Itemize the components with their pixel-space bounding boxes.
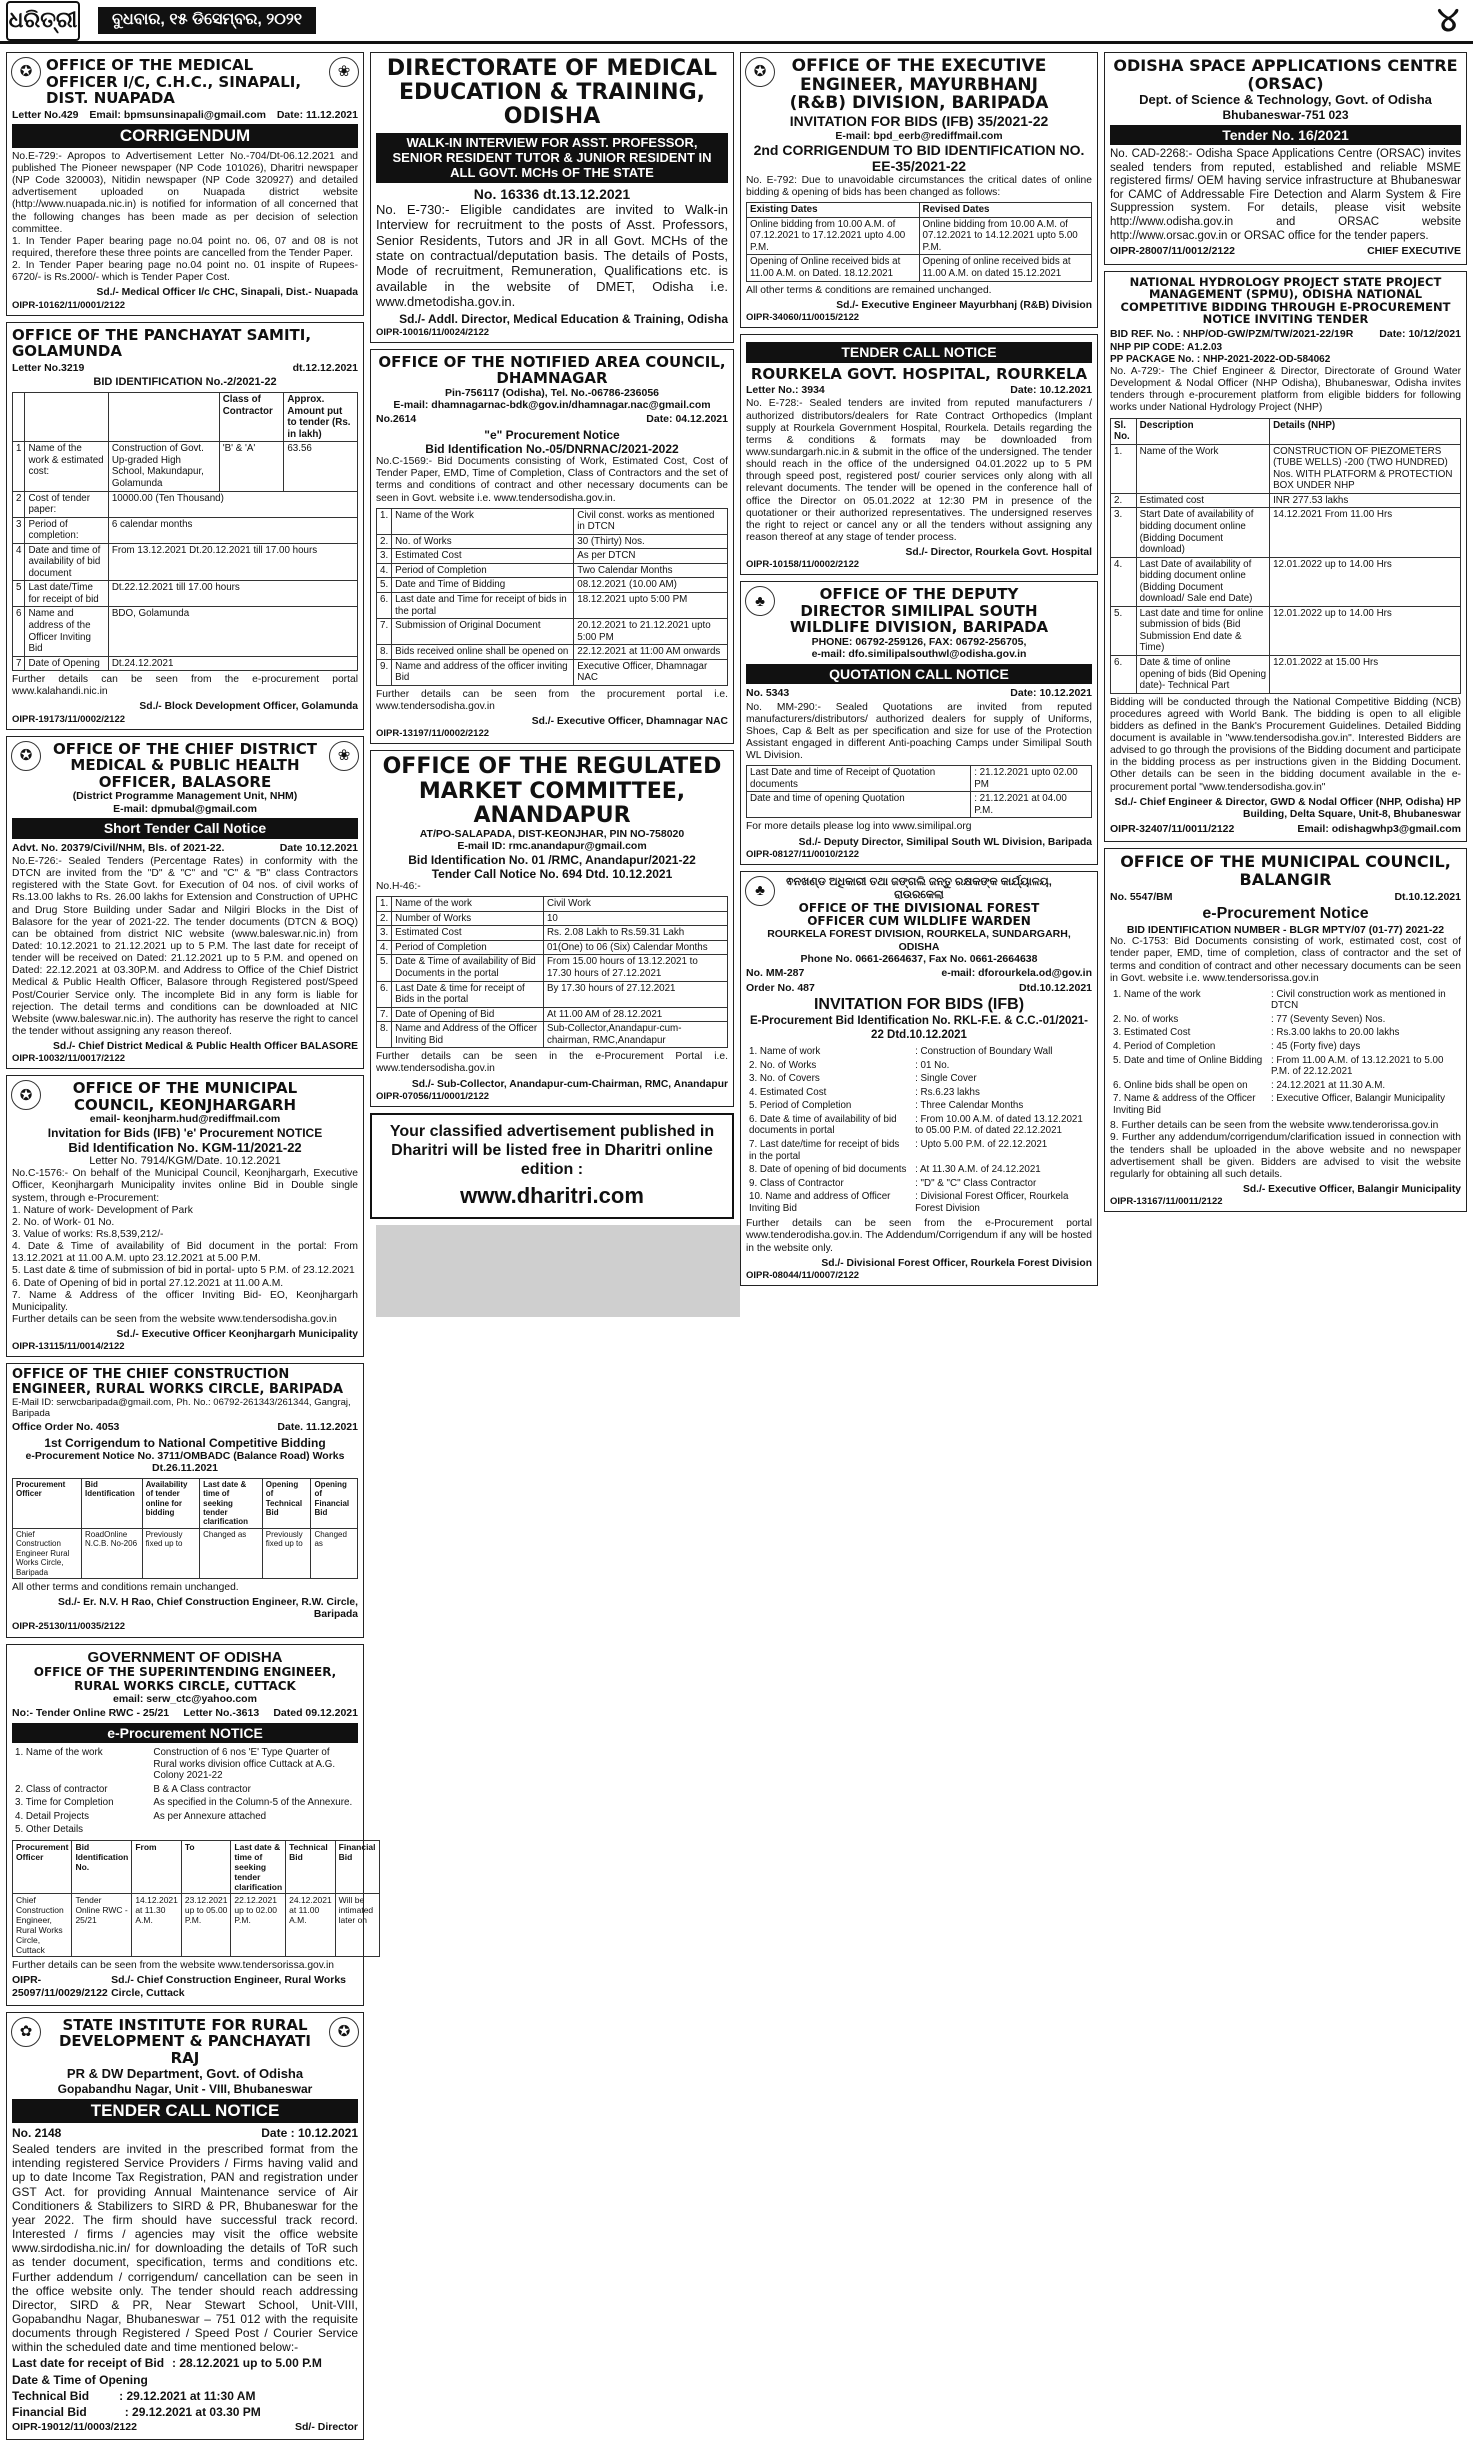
headline: e-Procurement Notice — [1202, 904, 1369, 922]
sird-logo-icon: ✿ — [11, 2017, 41, 2047]
date: dt.12.12.2021 — [292, 361, 358, 374]
list-item: 1. Nature of work- Development of Park — [12, 1204, 193, 1216]
oipr-code: OIPR-13167/11/0011/2122 — [1110, 1196, 1223, 1208]
ad-title: OFFICE OF THE EXECUTIVE ENGINEER, MAYURBHANJ (R&B) DIVISION, BARIPADA — [789, 56, 1049, 114]
ad-body: No. E-792: Due to unavoidable circumstances the critical dates of online bidding & opening of bids has been changed as follows: — [746, 174, 1092, 199]
ad-title: OFFICE OF THE DEPUTY DIRECTOR SIMILIPAL SOUTH WILDLIFE DIVISION, BARIPADA — [789, 585, 1049, 637]
column-3 — [740, 52, 1098, 2436]
signature: Sd./- Chief Construction Engineer, Rural Works Circle, Cuttack — [111, 1974, 346, 1999]
table-row: 2. No. of Works : 01 No. — [749, 1059, 950, 1071]
ad-body: No.C-1569:- Bid Documents consisting of Work, Estimated Cost, Cost of Tender Paper, EMD, Time of Completion, Class of Contractors and the set of terms and conditions of contract and other necessary documents can be seen in Govt. website i.e. www.tendersodisha.gov.in. — [376, 456, 728, 504]
date: Date: 10.12.2021 — [1010, 687, 1092, 700]
ad-title: OFFICE OF THE CHIEF CONSTRUCTION ENGINEER, RURAL WORKS CIRCLE, BARIPADA — [12, 1367, 344, 1397]
letter-no: Letter No. 7914/KGM/Date. 10.12.2021 — [89, 1155, 281, 1168]
band: QUOTATION CALL NOTICE — [746, 664, 1092, 685]
table-row: 2. Estimated cost INR 277.53 lakhs — [1111, 493, 1461, 508]
details-table — [376, 508, 728, 686]
ad-body: No. MM-290:- Sealed Quotations are invited from reputed manufacturers/distributors/ authorized dealers for supply of Uniforms, Shoes, Cap & Belt as per specification and size for use of the Protection Assistant engaged in different Anti-poaching Camps under Similipal South WL Division. — [746, 701, 1092, 762]
ad-chc-sinapali — [6, 52, 364, 316]
table-row: 1. Name of the work : Civil construction work as mentioned in DTCN — [1113, 988, 1446, 1012]
note: Further details can be seen from the e-Procurement portal www.tenderodisha.gov.in. The Addendum/Corrigendum if any will be hosted in the website only. — [746, 1218, 1092, 1254]
band: Tender No. 16/2021 — [1110, 125, 1461, 146]
table-row: 6. Last Date & time for receipt of Bids in the portal By 17.30 hours of 27.12.2021 — [377, 981, 728, 1007]
nhm-emblem-icon: ❀ — [329, 741, 359, 771]
state-emblem-icon: ✪ — [11, 1080, 41, 1110]
ad-title: STATE INSTITUTE FOR RURAL DEVELOPMENT & PANCHAYATI RAJ — [58, 2015, 311, 2067]
table-row: 7. Submission of Original Document 20.12.2021 to 21.12.2021 upto 5:00 PM — [377, 619, 728, 645]
bid-table: Class of Contractor Approx. Amount put to tender (Rs. in lakh) 1 Name of the work & estimated cost: Construction of Govt. Up-graded High School, Makundapur, Golamunda 'B' & 'A' 63.56 2 Cost of tender paper: 10000.00 (Ten Thousand) 3 Period of completion: 6 calendar months 4 Date and time of availability of bid document From 13.12.2021 Dt.20.12.2021 till 17.00 hours 5 Last date/Time for receipt of bid Dt.22.12.2021 till 17.00 hours 6 Name and address of the Officer Inviting Bid BDO, Golamunda 7 Date of Opening Dt.24.12.2021 — [12, 392, 358, 671]
order-no: Office Order No. 4053 — [12, 1421, 120, 1434]
oipr-code: OIPR-07056/11/0001/2122 — [376, 1090, 490, 1102]
table-row: 4 Date and time of availability of bid document From 13.12.2021 Dt.20.12.2021 till 17.00 hours — [13, 543, 358, 581]
headline: 1st Corrigendum to National Competitive Bidding — [44, 1435, 326, 1450]
ad-title: OFFICE OF THE MEDICAL OFFICER I/C, C.H.C., SINAPALI, DIST. NUAPADA — [46, 56, 302, 107]
table-row: 8. Name and Address of the Officer Inviting Bid Sub-Collector,Anandapur-cum-chairman, RMC,Anandapur — [377, 1022, 728, 1048]
letter-no: Letter No.429 — [12, 108, 79, 121]
schedule-table: Procurement Officer Bid Identification No. From To Last date & time of seeking tender clarification Technical Bid Financial Bid Chief Construction Engineer, Rural Works Circle, Cuttack Tender Online RWC - 25/21 14.12.2021 at 11.30 A.M. 23.12.2021 up to 05.00 P.M. 22.12.2021 up to 02.00 P.M. 24.12.2021 at 11.00 A.M. Will be intimated later on — [12, 1840, 380, 1957]
ad-body: No. E-730:- Eligible candidates are invited to Walk-in Interview for recruitment to the posts of Asst. Professors, Senior Residents, Tutors and JR in all Govt. MCHs of the state on contractual/deputation basis. The details of Posts, Mode of recruitment, Remuneration, Qualifications etc. is available in the website of DMET, Odisha i.e. www.dmetodisha.gov.in. — [376, 202, 728, 310]
ad-body: No. C-1753: Bid Documents consisting of work, estimated cost, cost of tender paper, EMD, time of completion, class of contractor and the set of terms and condition of contract and other necessary documents can be seen in Govt. website i.e. www.tendersorissa.gov.in — [1110, 936, 1461, 984]
ad-keonjhargarh — [6, 1075, 364, 1357]
point: 2. In Tender Paper bearing page no.04 point no. 01 inspite of Rupees-6720/- is Rs.2000/- which is Tender Paper Cost. — [12, 260, 358, 284]
notice-no: No. 16336 dt.13.12.2021 — [473, 185, 631, 202]
email: e-mail: dforourkela.od@gov.in — [941, 967, 1092, 980]
table-row: 3 Period of completion: 6 calendar months — [13, 517, 358, 543]
list-item: 4. Date & Time of availability of Bid document in the portal: From 13.12.2021 at 11.00 A.M. upto 23.12.2021 at 5.00 P.M. — [12, 1241, 358, 1265]
details-table — [376, 896, 728, 1048]
ad-body: No. CAD-2268:- Odisha Space Applications Centre (ORSAC) invites sealed tenders from reputed, established and reliable MSME registered firms/ OEM having service infrastructure at Bhubaneswar for CAMC of Addressable Fire Detection and Alarm System & Fire Suppression system. For details, please visit website http://www.odisha.gov.in and ORSAC website http://www.orsac.gov.in or ORSAC office for the tender papers. — [1110, 148, 1461, 242]
table-row: 5. Period of Completion : Three Calendar Months — [749, 1100, 1024, 1112]
table-row: 2 Cost of tender paper: 10000.00 (Ten Thousand) — [13, 491, 358, 517]
ad-dmet — [370, 52, 734, 343]
ad-cce-baripada — [6, 1363, 364, 1637]
ad-body: No.E-729:- Apropos to Advertisement Letter No.-704/Dt-06.12.2021 and published The Pioneer newspaper (NP Code 101026), Dharitri newspaper (NP Code 320003), Nitidin newspaper (NP Code 320927) and detailed advertisement uploaded on Nuapada district website (http://www.nuapada.nic.in) is notified for information of all concerned that the following changes has been made as per decision of selection committee. — [12, 150, 358, 235]
table-row: 4. Estimated Cost : Rs.6.23 lakhs — [749, 1086, 980, 1098]
signature: Sd./- Divisional Forest Officer, Rourkela Forest Division — [821, 1257, 1092, 1269]
ad-title: OFFICE OF THE SUPERINTENDING ENGINEER, RURAL WORKS CIRCLE, CUTTACK — [33, 1665, 337, 1693]
email: E-Mail ID: serwcbaripada@gmail.com, Ph. No.: 06792-261343/261344, Gangraj, Baripada — [12, 1397, 351, 1420]
ad-similipal: ♣ OFFICE OF THE DEPUTY DIRECTOR SIMILIPAL SOUTH WILDLIFE DIVISION, BARIPADA PHONE: 06792-259126, FAX: 06792-256705, e-mail: dfo.similipalsouthwl@odisha.gov.in QUOTATION CALL NOTICE No. 5343 Date: 10.12.2021 No. MM-290:- Sealed Quotations are invited from reputed manufacturers/distributors/ authorized dealers for supply of Uniforms, Shoes, Cap & Belt as per specification and size for use of the Protection Assistant engaged in different Anti-poaching Camps under Similipal South WL Division. Last Date and time of Receipt of Quotation documents : 21.12.2021 upto 02.00 PM Date and time of opening Quotation : 21.12.2021 at 04.00 P.M. For more details please log into www.similipal.org Sd./- Deputy Director, Similipal South WL Division, Baripada OIPR-08127/11/0010/2122 — [740, 581, 1098, 865]
date: Date: 04.12.2021 — [646, 413, 728, 426]
signature: Sd/- Director — [294, 2421, 358, 2434]
oipr-code: OIPR-10016/11/0024/2122 — [376, 326, 490, 338]
signature: Sd./- Medical Officer I/c CHC, Sinapali, Dist.- Nuapada — [96, 287, 358, 299]
dharitri-promo — [370, 1113, 734, 1220]
note: Further details can be seen in the e-Procurement Portal i.e. www.tendersodisha.gov.in — [376, 1051, 728, 1075]
nhm-emblem-icon: ❀ — [329, 57, 359, 87]
promo-text: Your classified advertisement published in Dharitri will be listed free in Dharitri online edition : — [389, 1122, 715, 1178]
table-row: 3. Estimated Cost As per DTCN — [377, 549, 728, 564]
ad-title: DIRECTORATE OF MEDICAL EDUCATION & TRAINING, ODISHA — [386, 56, 718, 130]
oipr-code: OIPR-32407/11/0011/2122 — [1110, 823, 1235, 836]
oipr-code: OIPR-19173/11/0002/2122 — [12, 713, 126, 725]
band: e-Procurement NOTICE — [12, 1723, 358, 1744]
table-row: 1. Name of work : Construction of Boundary Wall — [749, 1046, 1053, 1058]
table-row: 4. Period of Completion 01(One) to 06 (Six) Calendar Months — [377, 940, 728, 955]
ad-sird: ✿ ✪ STATE INSTITUTE FOR RURAL DEVELOPMENT & PANCHAYATI RAJ PR & DW Department, Govt. of Odisha Gopabandhu Nagar, Unit - VIII, Bhubaneswar TENDER CALL NOTICE No. 2148 Date : 10.12.2021 Sealed tenders are invited in the prescribed format from the intending registered Service Providers / Firms having valid and up to date Income Tax Registration, PAN and registration under GST Act. for providing Annual Maintenance service of Air Conditioners & Stabilizers to SIRD & PR, Bhubaneswar for the year 2022. The firm should have successful track record. Interested / firms / agencies may visit the office website www.sirdodisha.nic.in/ for downloading the details of ToR such as tender document, specification, terms and conditions etc. Further addendum / corrigendum/ cancellation can be seen in the office website only. The tender should reach addressing Director, SIRD & PR, Near Stewart School, Unit-VIII, Gopabandhu Nagar, Bhubaneswar – 751 012 with the requisite documents through Registered / Speed Post / Courier Service within the scheduled date and time mentioned below:- Last date for receipt of Bid : 28.12.2021 up to 5.00 P.M Date & Time of Opening Technical Bid : 29.12.2021 at 11:30 AM Financial Bid : 29.12.2021 at 03.30 PM OIPR-19012/11/0003/2122 Sd/- Director — [6, 2012, 364, 2440]
ad-title: OFFICE OF THE CHIEF DISTRICT MEDICAL & PUBLIC HEALTH OFFICER, BALASORE — [52, 739, 318, 791]
table-row: 5. Date and Time of Bidding 08.12.2021 (10.00 AM) — [377, 578, 728, 593]
bid-id: BID IDENTIFICATION No.-2/2021-22 — [93, 376, 277, 389]
ad-title: OFFICE OF THE MUNICIPAL COUNCIL, BALANGIR — [1120, 852, 1451, 889]
headline: INVITATION FOR BIDS (IFB) 35/2021-22 — [789, 113, 1049, 130]
signature: Sd./- Executive Officer, Dhamnagar NAC — [531, 716, 728, 728]
table-row: 1. Name of the Work CONSTRUCTION OF PIEZOMETERS (TUBE WELLS) -200 (TWO HUNDRED) Nos. WITH PLATFORM & PROTECTION BOX UNDER NHP — [1111, 444, 1461, 493]
ad-title: ODISHA SPACE APPLICATIONS CENTRE (ORSAC) — [1113, 56, 1458, 93]
page-number: ୪ — [1437, 1, 1459, 39]
date: Date : 10.12.2021 — [261, 2125, 358, 2140]
list-item: 3. Value of works: Rs.8,539,212/- — [12, 1228, 164, 1240]
band: TENDER CALL NOTICE — [12, 2099, 358, 2123]
forest-emblem-icon: ♣ — [745, 876, 775, 906]
dates-table — [746, 765, 1092, 818]
state-emblem-icon: ✪ — [329, 2017, 359, 2047]
table-row: Last Date and time of Receipt of Quotation documents : 21.12.2021 upto 02.00 PM — [747, 766, 1092, 792]
letter-no: Letter No.3219 — [12, 361, 85, 374]
table-row: Chief Construction Engineer, Rural Works Circle, Cuttack Tender Online RWC - 25/21 14.12.2021 at 11.30 A.M. 23.12.2021 up to 05.00 P.M. 22.12.2021 up to 02.00 P.M. 24.12.2021 at 11.00 A.M. Will be intimated later on — [13, 1893, 380, 1956]
ad-title: NATIONAL HYDROLOGY PROJECT STATE PROJECT MANAGEMENT (SPMU), ODISHA NATIONAL COMPETITIVE BIDDING THROUGH E-PROCUREMENT NOTICE INVITING TENDER — [1120, 274, 1451, 327]
column-1 — [6, 52, 376, 2436]
note: For more details please log into www.similipal.org — [746, 821, 972, 833]
table-row: 3. Estimated Cost Rs. 2.08 Lakh to Rs.59.31 Lakh — [377, 926, 728, 941]
table-row: 5 Last date/Time for receipt of bid Dt.22.12.2021 till 17.00 hours — [13, 581, 358, 607]
band: TENDER CALL NOTICE — [746, 342, 1092, 363]
note: Further details can be seen from the website www.tendersorissa.gov.in — [12, 1960, 335, 1972]
newspaper-logo: ଧରିତ୍ରୀ — [6, 1, 80, 41]
table-row: 3. No. of Covers : Single Cover — [749, 1073, 977, 1085]
notice-no: e-Procurement Notice No. 3711/OMBADC (Balance Road) Works Dt.26.11.2021 — [25, 1449, 345, 1475]
bid-id: BID IDENTIFICATION NUMBER - BLGR MPTY/07 (01-77) 2021-22 — [1126, 923, 1445, 936]
ad-nac-dhamnagar: OFFICE OF THE NOTIFIED AREA COUNCIL, DHAMNAGAR Pin-756117 (Odisha), Tel. No.-06786-236056 E-mail: dhamnagarnac-bdk@gov.in/dhamnagar.nac@gmail.com No.2614 Date: 04.12.2021 "e" Procurement Notice Bid Identification No.-05/DNRNAC/2021-2022 No.C-1569:- Bid Documents consisting of Work, Estimated Cost, Cost of Tender Paper, EMD, Time of Completion, Class of Contractors and the set of terms and conditions of contract and other necessary documents can be seen in Govt. website i.e. www.tendersodisha.gov.in. 1. Name of the Work Civil const. works as mentioned in DTCN 2. No. of Works 30 (Thirty) Nos. 3. Estimated Cost As per DTCN 4. Period of Completion Two Calendar Months 5. Date and Time of Bidding 08.12.2021 (10.00 AM) 6. Last date and Time for receipt of bids in the portal 18.12.2021 upto 5:00 PM 7. Submission of Original Document 20.12.2021 to 21.12.2021 upto 5:00 PM 8. Bids received online shall be opened on 22.12.2021 at 11:00 AM onwards 9. Name and address of the officer inviting Bid Executive Officer, Dhamnagar NAC Further details can be seen from the procurement portal i.e. www.tendersodisha.gov.in Sd./- Executive Officer, Dhamnagar NAC OIPR-13197/11/0002/2122 — [370, 349, 734, 745]
headline: INVITATION FOR BIDS (IFB) — [813, 996, 1025, 1014]
state-emblem-icon: ✪ — [11, 741, 41, 771]
table-row: 1 Name of the work & estimated cost: Construction of Govt. Up-graded High School, Makundapur, Golamunda 'B' & 'A' 63.56 — [13, 442, 358, 491]
signature: Sd./- Chief Engineer & Director, GWD & Nodal Officer (NHP, Odisha) HP Building, Delta Square, Unit-8, Bhubaneswar — [1114, 796, 1461, 820]
note: All other terms & conditions are remained unchanged. — [746, 284, 992, 296]
ad-title: OFFICE OF THE MUNICIPAL COUNCIL, KEONJHARGARH — [72, 1079, 298, 1114]
ad-panchayat-golamunda — [6, 322, 364, 730]
dates-table: Existing Dates Revised Dates Online bidding from 10.00 A.M. of 07.12.2021 to 17.12.2021 upto 4.00 P.M. Online bidding from 10.00 A.M. of 07.12.2021 to 14.12.2021 upto 5.00 P.M. Opening of Online received bids at 11.00 A.M. on Dated. 18.12.2021 Opening of online received bids at 11.00 A.M. on dated 15.12.2021 — [746, 202, 1092, 281]
promo-image — [376, 1225, 740, 1317]
table-row: 4. Last Date of availability of bidding document online (Bidding Document download/ Sale end Date) 12.01.2022 up to 14.00 Hrs — [1111, 557, 1461, 606]
email: Email: bpmsunsinapali@gmail.com — [89, 108, 266, 121]
table-row: 7. Date of Opening of Bid At 11.00 AM of 28.12.2021 — [377, 1007, 728, 1022]
table-row: Chief Construction Engineer Rural Works Circle, Baripada RoadOnline N.C.B. No-206 Previously fixed up to Changed as Previously fixed up to Changed as — [13, 1528, 358, 1578]
details-table — [1110, 988, 1461, 1117]
ad-title: OFFICE OF THE PANCHAYAT SAMITI, GOLAMUNDA — [12, 325, 312, 361]
column-2 — [370, 52, 734, 2436]
table-row: 6. Date & time of availability of bid documents in portal : From 10.00 A.M. of dated 13.12.2021 to 05.00 P.M. of dated 22.12.2021 — [749, 1113, 1083, 1137]
ad-title: ROURKELA GOVT. HOSPITAL, ROURKELA — [750, 364, 1088, 383]
oipr-code: OIPR-13197/11/0002/2122 — [376, 728, 490, 740]
list-item: 5. Last date & time of submission of bid in portal- upto 5 P.M. of 23.12.2021 — [12, 1265, 355, 1277]
table-row: 3. Start Date of availability of bidding document online (Bidding Document download) 14.12.2021 From 11.00 Hrs — [1111, 508, 1461, 557]
table-row: 4. Period of Completion Two Calendar Months — [377, 563, 728, 578]
subtitle: PR & DW Department, Govt. of Odisha — [66, 2066, 304, 2082]
ad-balangir: OFFICE OF THE MUNICIPAL COUNCIL, BALANGIR No. 5547/BM Dt.10.12.2021 e-Procurement Notice BID IDENTIFICATION NUMBER - BLGR MPTY/07 (01-77) 2021-22 No. C-1753: Bid Documents consisting of work, estimated cost, cost of tender paper, EMD, time of completion, class of contractor and the set of terms and condition of contract and other necessary documents can be seen in Govt. website i.e. www.tendersorissa.gov.in 1. Name of the work : Civil construction work as mentioned in DTCN 2. No. of works : 77 (Seventy Seven) Nos. 3. Estimated Cost : Rs.3.00 lakhs to 20.00 lakhs 4. Period of Completion : 45 (Forty five) days 5. Date and time of Online Bidding : From 11.00 A.M. of 13.12.2021 to 5.00 P.M. of 22.12.2021 6. Online bids shall be open on : 24.12.2021 at 11.30 A.M. 7. Name & address of the Officer Inviting Bid : Executive Officer, Balangir Municipality 8. Further details can be seen from the website www.tenderorissa.gov.in 9. Further any addendum/corrigendum/clarification issued in connection with the tenders shall be uploaded in the above website and no newspaper advertisement shall be given. Bidders are advised to visit the website regularly for obtaining all such details. Sd./- Executive Officer, Balangir Municipality OIPR-13167/11/0011/2122 — [1104, 848, 1467, 1212]
email: E-mail: dhamnagarnac-bdk@gov.in/dhamnagar.nac@gmail.com — [393, 399, 711, 412]
table-row: 9. Name and address of the officer inviting Bid Executive Officer, Dhamnagar NAC — [377, 659, 728, 685]
email: email- keonjharm.hud@rediffmail.com — [89, 1113, 281, 1126]
state-emblem-icon: ✪ — [11, 57, 41, 87]
note: Bidding will be conducted through the National Competitive Bidding (NCB) procedures agreed with World Bank. The bidding is open to all eligible bidders as defined in the Bank's Procurement Guidelines. Detailed Bidding document is available in "www.tendersodisha.gov.in". Interested Bidders are advised to go through the provisions of the Bidding document and participate in the bidding process as per instructions given in the Bidding Document. Other details can be seen in the bidding document available in the e-procurement portal "www.tendersodisha.gov.in" — [1110, 696, 1461, 793]
signature: CHIEF EXECUTIVE — [1367, 245, 1461, 258]
column-4 — [1104, 52, 1467, 2436]
table-row: 4. Period of Completion : 45 (Forty five) days — [1113, 1040, 1361, 1052]
email: email: serw_ctc@yahoo.com — [113, 1692, 257, 1705]
signature: Sd./- Deputy Director, Similipal South WL Division, Baripada — [798, 836, 1092, 848]
signature: Sd./- Chief District Medical & Public Health Officer BALASORE — [53, 1041, 358, 1053]
email: E-mail: dpmubal@gmail.com — [113, 802, 257, 815]
date: Dt.10.12.2021 — [1394, 890, 1461, 903]
date: Date 10.12.2021 — [279, 841, 358, 854]
oipr-code: OIPR-25097/11/0029/2122 — [12, 1974, 108, 1999]
oipr-code: OIPR-10162/11/0001/2122 — [12, 299, 126, 311]
ad-rmc-anandapur: OFFICE OF THE REGULATED MARKET COMMITTEE, ANANDAPUR AT/PO-SALAPADA, DIST-KEONJHAR, PIN NO-758020 E-mail ID: rmc.anandapur@gmail.com Bid Identification No. 01 /RMC, Anandapur/2021-22 Tender Call Notice No. 694 Dtd. 10.12.2021 No.H-46:- 1. Name of the work Civil Work 2. Number of Works 10 3. Estimated Cost Rs. 2.08 Lakh to Rs.59.31 Lakh 4. Period of Completion 01(One) to 06 (Six) Calendar Months 5. Date & Time of availability of Bid Documents in the portal From 15.00 hours of 13.12.2021 to 17.30 hours of 27.12.2021 6. Last Date & time for receipt of Bids in the portal By 17.30 hours of 27.12.2021 7. Date of Opening of Bid At 11.00 AM of 28.12.2021 8. Name and Address of the Officer Inviting Bid Sub-Collector,Anandapur-cum-chairman, RMC,Anandapur Further details can be seen in the e-Procurement Portal i.e. www.tendersodisha.gov.in Sd./- Sub-Collector, Anandapur-cum-Chairman, RMC, Anandapur OIPR-07056/11/0001/2122 — [370, 750, 734, 1106]
bid-id: E-Procurement Bid Identification No. RKL-F.E. & C.C.-01/2021-22 Dtd.10.12.2021 — [749, 1015, 1089, 1041]
table-row: 5. Last date and time for online submission of bids (Bid Submission End date & Time) 12.01.2022 up to 14.00 Hrs — [1111, 606, 1461, 655]
ad-title: OFFICE OF THE DIVISIONAL FOREST OFFICER CUM WILDLIFE WARDEN — [798, 900, 1040, 929]
signature: Sd./- Addl. Director, Medical Education & Training, Odisha — [399, 312, 728, 327]
table-row: 6. Last date and Time for receipt of bids in the portal 18.12.2021 upto 5:00 PM — [377, 593, 728, 619]
list-item: 6. Date of Opening of bid in portal 27.12.2021 at 11.00 A.M. — [12, 1277, 284, 1289]
date: Dtd.10.12.2021 — [1019, 981, 1092, 994]
note: All other terms and conditions remain unchanged. — [12, 1582, 239, 1594]
band: Short Tender Call Notice — [12, 818, 358, 839]
table-row: 2. Number of Works 10 — [377, 911, 728, 926]
ad-body: No. E-728:- Sealed tenders are invited from reputed manufacturers / authorized distributors/dealers for Rate Contract Orthopedics (Implant supply at Rourkela Government Hospital, Rourkela. Details regarding the terms & conditions & formats may be downloaded from www.sundargarh.nic.in & submit in the office of the undersigned. The tender should reach in the office of the undersigned 04.01.2022 up to 5 PM through speed post, registered post/ courier services only along with all relevant documents. The tender will be opened in the conference hall of office the Director on 05.01.2022 at 12:30 PM in presence of the quotationer or their authorized representatives. The undersigned reserves the right to reject or cancel any or all the tenders without assigning any reason thereof at any stage of tender process. — [746, 398, 1092, 543]
table-row: 7. Last date/time for receipt of bids in the portal : Upto 5.00 P.M. of 22.12.2021 — [749, 1138, 1048, 1162]
bid-ref: BID REF. No. : NHP/OD-GW/PZM/TW/2021-22/19R — [1110, 328, 1354, 341]
subtitle: (District Programme Management Unit, NHM) — [72, 790, 298, 803]
corrigendum-table: Procurement Officer Bid Identification Availability of tender online for bidding Last date & time of seeking tender clarification Opening of Technical Bid Opening of Financial Bid Chief Construction Engineer Rural Works Circle, Baripada RoadOnline N.C.B. No-206 Previously fixed up to Changed as Previously fixed up to Changed as — [12, 1478, 358, 1579]
notice-no: No. 2148 — [12, 2125, 62, 2140]
oipr-code: OIPR-19012/11/0003/2122 — [12, 2421, 137, 2434]
gov-title: GOVERNMENT OF ODISHA — [87, 1648, 283, 1666]
oipr-code: OIPR-13115/11/0014/2122 — [12, 1341, 125, 1353]
signature: Sd./- Director, Rourkela Govt. Hospital — [905, 547, 1092, 559]
signature: Sd./- Er. N.V. H Rao, Chief Construction Engineer, R.W. Circle, Baripada — [58, 1597, 358, 1621]
email: E-mail ID: rmc.anandapur@gmail.com — [457, 840, 647, 853]
email: E-mail: bpd_eerb@rediffmail.com — [835, 129, 1003, 142]
letter-no: Letter No.-3613 — [183, 1707, 260, 1720]
ad-title: OFFICE OF THE NOTIFIED AREA COUNCIL, DHAMNAGAR — [378, 352, 726, 388]
date: Date: 11.12.2021 — [276, 108, 358, 121]
ad-nhp: NATIONAL HYDROLOGY PROJECT STATE PROJECT MANAGEMENT (SPMU), ODISHA NATIONAL COMPETITIVE BIDDING THROUGH E-PROCUREMENT NOTICE INVITING TENDER BID REF. No. : NHP/OD-GW/PZM/TW/2021-22/19R Date: 10/12/2021 NHP PIP CODE: A1.2.03 PP PACKAGE No. : NHP-2021-2022-OD-584062 No. A-729:- The Chief Engineer & Director, Directorate of Ground Water Development & Nodal Officer (NHP Odisha), Bhubaneswar, Odisha invites tenders through e-procurement platform from eligible bidders for following works under National Hydrology Project (NHP) Sl. No. Description Details (NHP) 1. Name of the Work CONSTRUCTION OF PIEZOMETERS (TUBE WELLS) -200 (TWO HUNDRED) Nos. WITH PLATFORM & PROTECTION BOX UNDER NHP 2. Estimated cost INR 277.53 lakhs 3. Start Date of availability of bidding document online (Bidding Document download) 14.12.2021 From 11.00 Hrs 4. Last Date of availability of bidding document online (Bidding Document download/ Sale end Date) 12.01.2022 up to 14.00 Hrs 5. Last date and time for online submission of bids (Bid Submission End date & Time) 12.01.2022 up to 14.00 Hrs 6. Date & time of online opening of bids (Bid Opening date)- Technical Part 12.01.2022 at 15.00 Hrs Bidding will be conducted through the National Competitive Bidding (NCB) procedures agreed with World Bank. The bidding is open to all eligible bidders as defined in the Bank's Procurement Guidelines. Detailed Bidding document is available in "www.tendersodisha.gov.in". Interested Bidders are advised to go through the provisions of the Bidding document and participate in the bidding process as per instructions given in the Bidding Document. Other details can be seen in the bidding document available in the e-procurement portal "www.tendersodisha.gov.in" Sd./- Chief Engineer & Director, GWD & Nodal Officer (NHP, Odisha) HP Building, Delta Square, Unit-8, Bhubaneswar OIPR-32407/11/0011/2122 Email: odishagwhp3@gmail.com — [1104, 271, 1467, 843]
bid-id: Bid Identification No. 01 /RMC, Anandapur/2021-22 — [408, 852, 696, 867]
ad-body: No.C-1576:- On behalf of the Municipal Council, Keonjhargarh, Executive Officer, Keonjhargarh Municipality invites online Bid in Double single system, through e-Procurement: — [12, 1168, 358, 1204]
masthead — [0, 0, 1473, 44]
date: Date. 11.12.2021 — [277, 1421, 358, 1434]
oipr-code: OIPR-08127/11/0010/2122 — [746, 848, 860, 860]
dateline: ବୁଧବାର, ୧୫ ଡିସେମ୍ବର, ୨୦୨୧ — [98, 7, 316, 34]
date: Date: 10.12.2021 — [1010, 384, 1092, 397]
date: Dated 09.12.2021 — [273, 1707, 358, 1720]
ad-body: No. A-729:- The Chief Engineer & Director, Directorate of Ground Water Development & Nodal Officer (NHP Odisha), Bhubaneswar, Odisha invites tenders through e-procurement platform from eligible bidders for following works under National Hydrology Project (NHP) — [1110, 366, 1461, 414]
oipr-code: OIPR-34060/11/0015/2122 — [746, 311, 860, 323]
table-row: 1. Name of the Work Civil const. works as mentioned in DTCN — [377, 508, 728, 534]
note: Further details can be seen from the e-procurement portal www.kalahandi.nic.in — [12, 674, 358, 698]
headline: Invitation for Bids (IFB) 'e' Procurement NOTICE — [47, 1125, 323, 1140]
signature: Sd./- Executive Engineer Mayurbhanj (R&B) Division — [836, 299, 1092, 311]
signature: Sd./- Block Development Officer, Golamunda — [139, 701, 358, 713]
table-row: 7. Name & address of the Officer Inviting Bid : Executive Officer, Balangir Municipality — [1113, 1093, 1445, 1116]
details-table: Sl. No. Description Details (NHP) 1. Name of the Work CONSTRUCTION OF PIEZOMETERS (TUBE WELLS) -200 (TWO HUNDRED) Nos. WITH PLATFORM & PROTECTION BOX UNDER NHP 2. Estimated cost INR 277.53 lakhs 3. Start Date of availability of bidding document online (Bidding Document download) 14.12.2021 From 11.00 Hrs 4. Last Date of availability of bidding document online (Bidding Document download/ Sale end Date) 12.01.2022 up to 14.00 Hrs 5. Last date and time for online submission of bids (Bid Submission End date & Time) 12.01.2022 up to 14.00 Hrs 6. Date & time of online opening of bids (Bid Opening date)- Technical Part 12.01.2022 at 15.00 Hrs — [1110, 418, 1461, 694]
ad-orsac: ODISHA SPACE APPLICATIONS CENTRE (ORSAC) Dept. of Science & Technology, Govt. of Odisha Bhubaneswar-751 023 Tender No. 16/2021 No. CAD-2268:- Odisha Space Applications Centre (ORSAC) invites sealed tenders from reputed, established and reliable MSME registered firms/ OEM having service infrastructure at Bhubaneswar for CAMC of Addressable Fire Detection and Alarm System & Fire Suppression system. For details, please visit website http://www.odisha.gov.in and ORSAC website http://www.orsac.gov.in or ORSAC office for the tender papers. OIPR-28007/11/0012/2122 CHIEF EXECUTIVE — [1104, 52, 1467, 265]
table-row: 5. Date and time of Online Bidding : From 11.00 A.M. of 13.12.2021 to 5.00 P.M. of 22.12.2021 — [1113, 1054, 1444, 1078]
oipr-code: OIPR-10158/11/0002/2122 — [746, 559, 860, 571]
table-row: 2. No. of Works 30 (Thirty) Nos. — [377, 534, 728, 549]
ad-ee-mayurbhanj — [740, 52, 1098, 328]
ad-title: OFFICE OF THE REGULATED MARKET COMMITTEE, ANANDAPUR — [382, 754, 722, 828]
table-row: 6. Online bids shall be open on : 24.12.2021 at 11.30 A.M. — [1113, 1079, 1386, 1091]
date: Date: 10/12/2021 — [1379, 328, 1461, 341]
list-item: 7. Name & Address of the officer Inviting Bid- EO, Keonjhargarh Municipality. — [12, 1289, 358, 1313]
band-corrigendum: CORRIGENDUM — [12, 124, 358, 148]
address: Gopabandhu Nagar, Unit - VIII, Bhubaneswar — [57, 2081, 313, 2096]
ad-se-cuttack — [6, 1644, 376, 2006]
signature: Sd./- Sub-Collector, Anandapur-cum-Chairman, RMC, Anandapur — [411, 1078, 728, 1090]
bid-id: Bid Identification No.-05/DNRNAC/2021-2022 — [425, 442, 679, 456]
table-row: Date and time of opening Quotation : 21.12.2021 at 04.00 P.M. — [747, 792, 1092, 818]
table-row: Online bidding from 10.00 A.M. of 07.12.2021 to 17.12.2021 upto 4.00 P.M. Online bidding from 10.00 A.M. of 07.12.2021 to 14.12.2021 upto 5.00 P.M. — [747, 217, 1092, 255]
ad-dfo-rourkela: ♣ ଵନଖଣ୍ଡ ଅଧିକାରୀ ତଥା ଜଙ୍ଗଲି ଜନ୍ତୁ ରକ୍ଷକଙ୍କ କାର୍ଯ୍ୟାଳୟ, ରାଉରକେଲା OFFICE OF THE DIVISIONAL FOREST OFFICER CUM WILDLIFE WARDEN ROURKELA FOREST DIVISION, ROURKELA, SUNDARGARH, ODISHA Phone No. 0661-2664637, Fax No. 0661-2664638 No. MM-287 e-mail: dforourkela.od@gov.in Order No. 487 Dtd.10.12.2021 INVITATION FOR BIDS (IFB) E-Procurement Bid Identification No. RKL-F.E. & C.C.-01/2021-22 Dtd.10.12.2021 1. Name of work : Construction of Boundary Wall 2. No. of Works : 01 No. 3. No. of Covers : Single Cover 4. Estimated Cost : Rs.6.23 lakhs 5. Period of Completion : Three Calendar Months 6. Date & time of availability of bid documents in portal : From 10.00 A.M. of dated 13.12.2021 to 05.00 P.M. of dated 22.12.2021 7. Last date/time for receipt of bids in the portal : Upto 5.00 P.M. of 22.12.2021 8. Date of opening of bid documents : At 11.30 A.M. of 24.12.2021 9. Class of Contractor : "D" & "C" Class Contractor 10. Name and address of Officer Inviting Bid : Divisional Forest Officer, Rourkela Forest Division Further details can be seen from the e-Procurement portal www.tenderodisha.gov.in. The Addendum/Corrigendum if any will be hosted in the website only. Sd./- Divisional Forest Officer, Rourkela Forest Division OIPR-08044/11/0007/2122 — [740, 871, 1098, 1286]
oipr-code: OIPR-10032/11/0017/2122 — [12, 1053, 126, 1065]
ad-body: Sealed tenders are invited in the prescribed format from the intending registered Service Providers / Firms having valid and up to date Income Tax Registration, PAN and registration under GST Act. for providing Annual Maintenance service of Air Conditioners & Stabilizers to SIRD & PR, Bhubaneswar for the year 2022. The firm should have successful track record. Interested / firms / agencies may visit the office website www.sirdodisha.nic.in/ for downloading the details of ToR such as tender document, specification, terms and conditions etc. Further addendum / corrigendum/ cancellation can be seen in the office website only. The tender should reach addressing Director, SIRD & PR, Near Stewart School, Unit-VIII, Gopabandhu Nagar, Bhubaneswar – 751 012 with the requisite documents through Registered / Speed Post / Courier Service within the scheduled date and time mentioned below:- — [12, 2142, 358, 2355]
state-emblem-icon: ✪ — [745, 57, 775, 87]
table-row: 10. Name and address of Officer Inviting Bid : Divisional Forest Officer, Rourkela Forest Division — [749, 1191, 1069, 1214]
table-row: 8. Date of opening of bid documents : At 11.30 A.M. of 24.12.2021 — [749, 1164, 1041, 1176]
work-details: 1. Name of the work Construction of 6 nos 'E' Type Quarter of Rural works division office Cuttack at A.G. Colony 2021-22 2. Class of contractor B & A Class contractor 3. Time for Completion As specified in the Column-5 of the Annexure. 4. Detail Projects As per Annexure attached 5. Other Details — [15, 1747, 353, 1836]
oipr-code: OIPR-08044/11/0007/2122 — [746, 1269, 860, 1281]
table-row: 7 Date of Opening Dt.24.12.2021 — [13, 656, 358, 671]
email: Email: odishagwhp3@gmail.com — [1297, 823, 1461, 836]
band: WALK-IN INTERVIEW FOR ASST. PROFESSOR, SENIOR RESIDENT TUTOR & JUNIOR RESIDENT IN ALL GOVT. MCHs OF THE STATE — [376, 133, 728, 183]
ad-cdmo-balasore — [6, 736, 364, 1070]
table-row: 2. No. of works : 77 (Seventy Seven) Nos. — [1113, 1013, 1386, 1025]
note: Further details can be seen from the procurement portal i.e. www.tendersodisha.gov.in — [376, 688, 728, 712]
signature: Sd./- Executive Officer Keonjhargarh Municipality — [116, 1329, 358, 1341]
table-row: 8. Bids received online shall be opened on 22.12.2021 at 11:00 AM onwards — [377, 645, 728, 660]
tender-no: No:- Tender Online RWC - 25/21 — [12, 1707, 170, 1720]
oipr-code: OIPR-25130/11/0035/2122 — [12, 1621, 126, 1633]
note: Further details can be seen from the website www.tendersodisha.gov.in — [12, 1313, 337, 1325]
odia-title: ଵନଖଣ୍ଡ ଅଧିକାରୀ ତଥା ଜଙ୍ଗଲି ଜନ୍ତୁ ରକ୍ଷକଙ୍କ କାର୍ଯ୍ୟାଳୟ, ରାଉରକେଲା — [786, 875, 1052, 901]
ad-body: No.E-726:- Sealed Tenders (Percentage Rates) in conformity with the DTCN are invited from the "D" & "C" and "C" & "B" class Contractors registered with the State Govt. for Execution of 04 nos. of civil works of Rs.13.00 lakhs to Rs. 26.00 lakhs for Extension and Construction of UPHC and Drug Store Building under Sadar and Nilgiri Blocks in the Dist of Balasore for the year of 2021-22. The tender documents (DTCN & BOQ) can be obtained from district NIC website (www.baleswar.nic.in) from Dated: 10.12.2021 to 21.12.2021 up to 5 P.M. The last date for receipt of tender will be received on Dated: 21.12.2021 up to 5 P.M. and opened on Dated: 22.12.2021 at 03.30P.M. and Address to Office of the Chief District Medical & Public Health Officer, Balasore through Registered post/Speed Post/Courier Service only. The incomplete Bid in any form is liable for rejection. The detail terms and conditions can be downloaded at NIC Website (www.baleswar.nic.in). The authority has reserve the right to cancel the tender without assigning any reason thereof. — [12, 855, 358, 1037]
table-row: 6. Date & time of online opening of bids (Bid Opening date)- Technical Part 12.01.2022 at 15.00 Hrs — [1111, 655, 1461, 693]
point: 1. In Tender Paper bearing page no.04 point no. 06, 07 and 08 is not required, therefore these three points are cancelled from the Tender Paper. — [12, 235, 358, 260]
details-table — [746, 1045, 1092, 1215]
bid-id: Bid Identification No. KGM-11/2021-22 — [68, 1139, 302, 1155]
email: e-mail: dfo.similipalsouthwl@odisha.gov.in — [811, 648, 1027, 661]
table-row: 9. Class of Contractor : "D" & "C" Class Contractor — [749, 1177, 1037, 1189]
signature: Sd./- Executive Officer, Balangir Municipality — [1242, 1183, 1461, 1195]
bid-id: 2nd CORRIGENDUM TO BID IDENTIFICATION NO. EE-35/2021-22 — [753, 141, 1085, 175]
table-row: 5. Date & Time of availability of Bid Documents in the portal From 15.00 hours of 13.12.2021 to 17.30 hours of 27.12.2021 — [377, 955, 728, 981]
list-item: 2. No. of Work- 01 No. — [12, 1216, 115, 1228]
notice-no: Tender Call Notice No. 694 Dtd. 10.12.2021 — [431, 866, 673, 881]
ad-rourkela-hospital: TENDER CALL NOTICE ROURKELA GOVT. HOSPITAL, ROURKELA Letter No.: 3934 Date: 10.12.2021 No. E-728:- Sealed tenders are invited from reputed manufacturers / authorized distributors/dealers for Rate Contract Orthopedics (Implant supply at Rourkela Government Hospital, Rourkela. Details regarding the terms & conditions & formats may be downloaded from www.sundargarh.nic.in & submit in the office of the undersigned. The tender should reach in the office of the undersigned 04.01.2022 up to 5 PM through speed post, registered post/ courier services only along with all relevant documents. The tender will be opened in the conference hall of office the Director on 05.01.2022 at 12:30 PM in presence of the quotationer or their authorized representatives. The undersigned reserves the right to reject or cancel any or all the tenders without assigning any reason thereof at any stage of tender process. Sd./- Director, Rourkela Govt. Hospital OIPR-10158/11/0002/2122 — [740, 334, 1098, 575]
table-row: 3. Estimated Cost : Rs.3.00 lakhs to 20.00 lakhs — [1113, 1027, 1400, 1039]
forest-emblem-icon: ♣ — [745, 586, 775, 616]
promo-link[interactable]: www.dharitri.com — [460, 1183, 644, 1209]
adv-no: Advt. No. 20379/Civil/NHM, Bls. of 2021-22. — [12, 841, 225, 854]
oipr-code: OIPR-28007/11/0012/2122 — [1110, 245, 1235, 258]
table-row: Opening of Online received bids at 11.00 A.M. on Dated. 18.12.2021 Opening of online received bids at 11.00 A.M. on dated 15.12.2021 — [747, 255, 1092, 281]
table-row: 6 Name and address of the Officer Inviting Bid BDO, Golamunda — [13, 607, 358, 656]
table-row: 1. Name of the work Civil Work — [377, 897, 728, 912]
